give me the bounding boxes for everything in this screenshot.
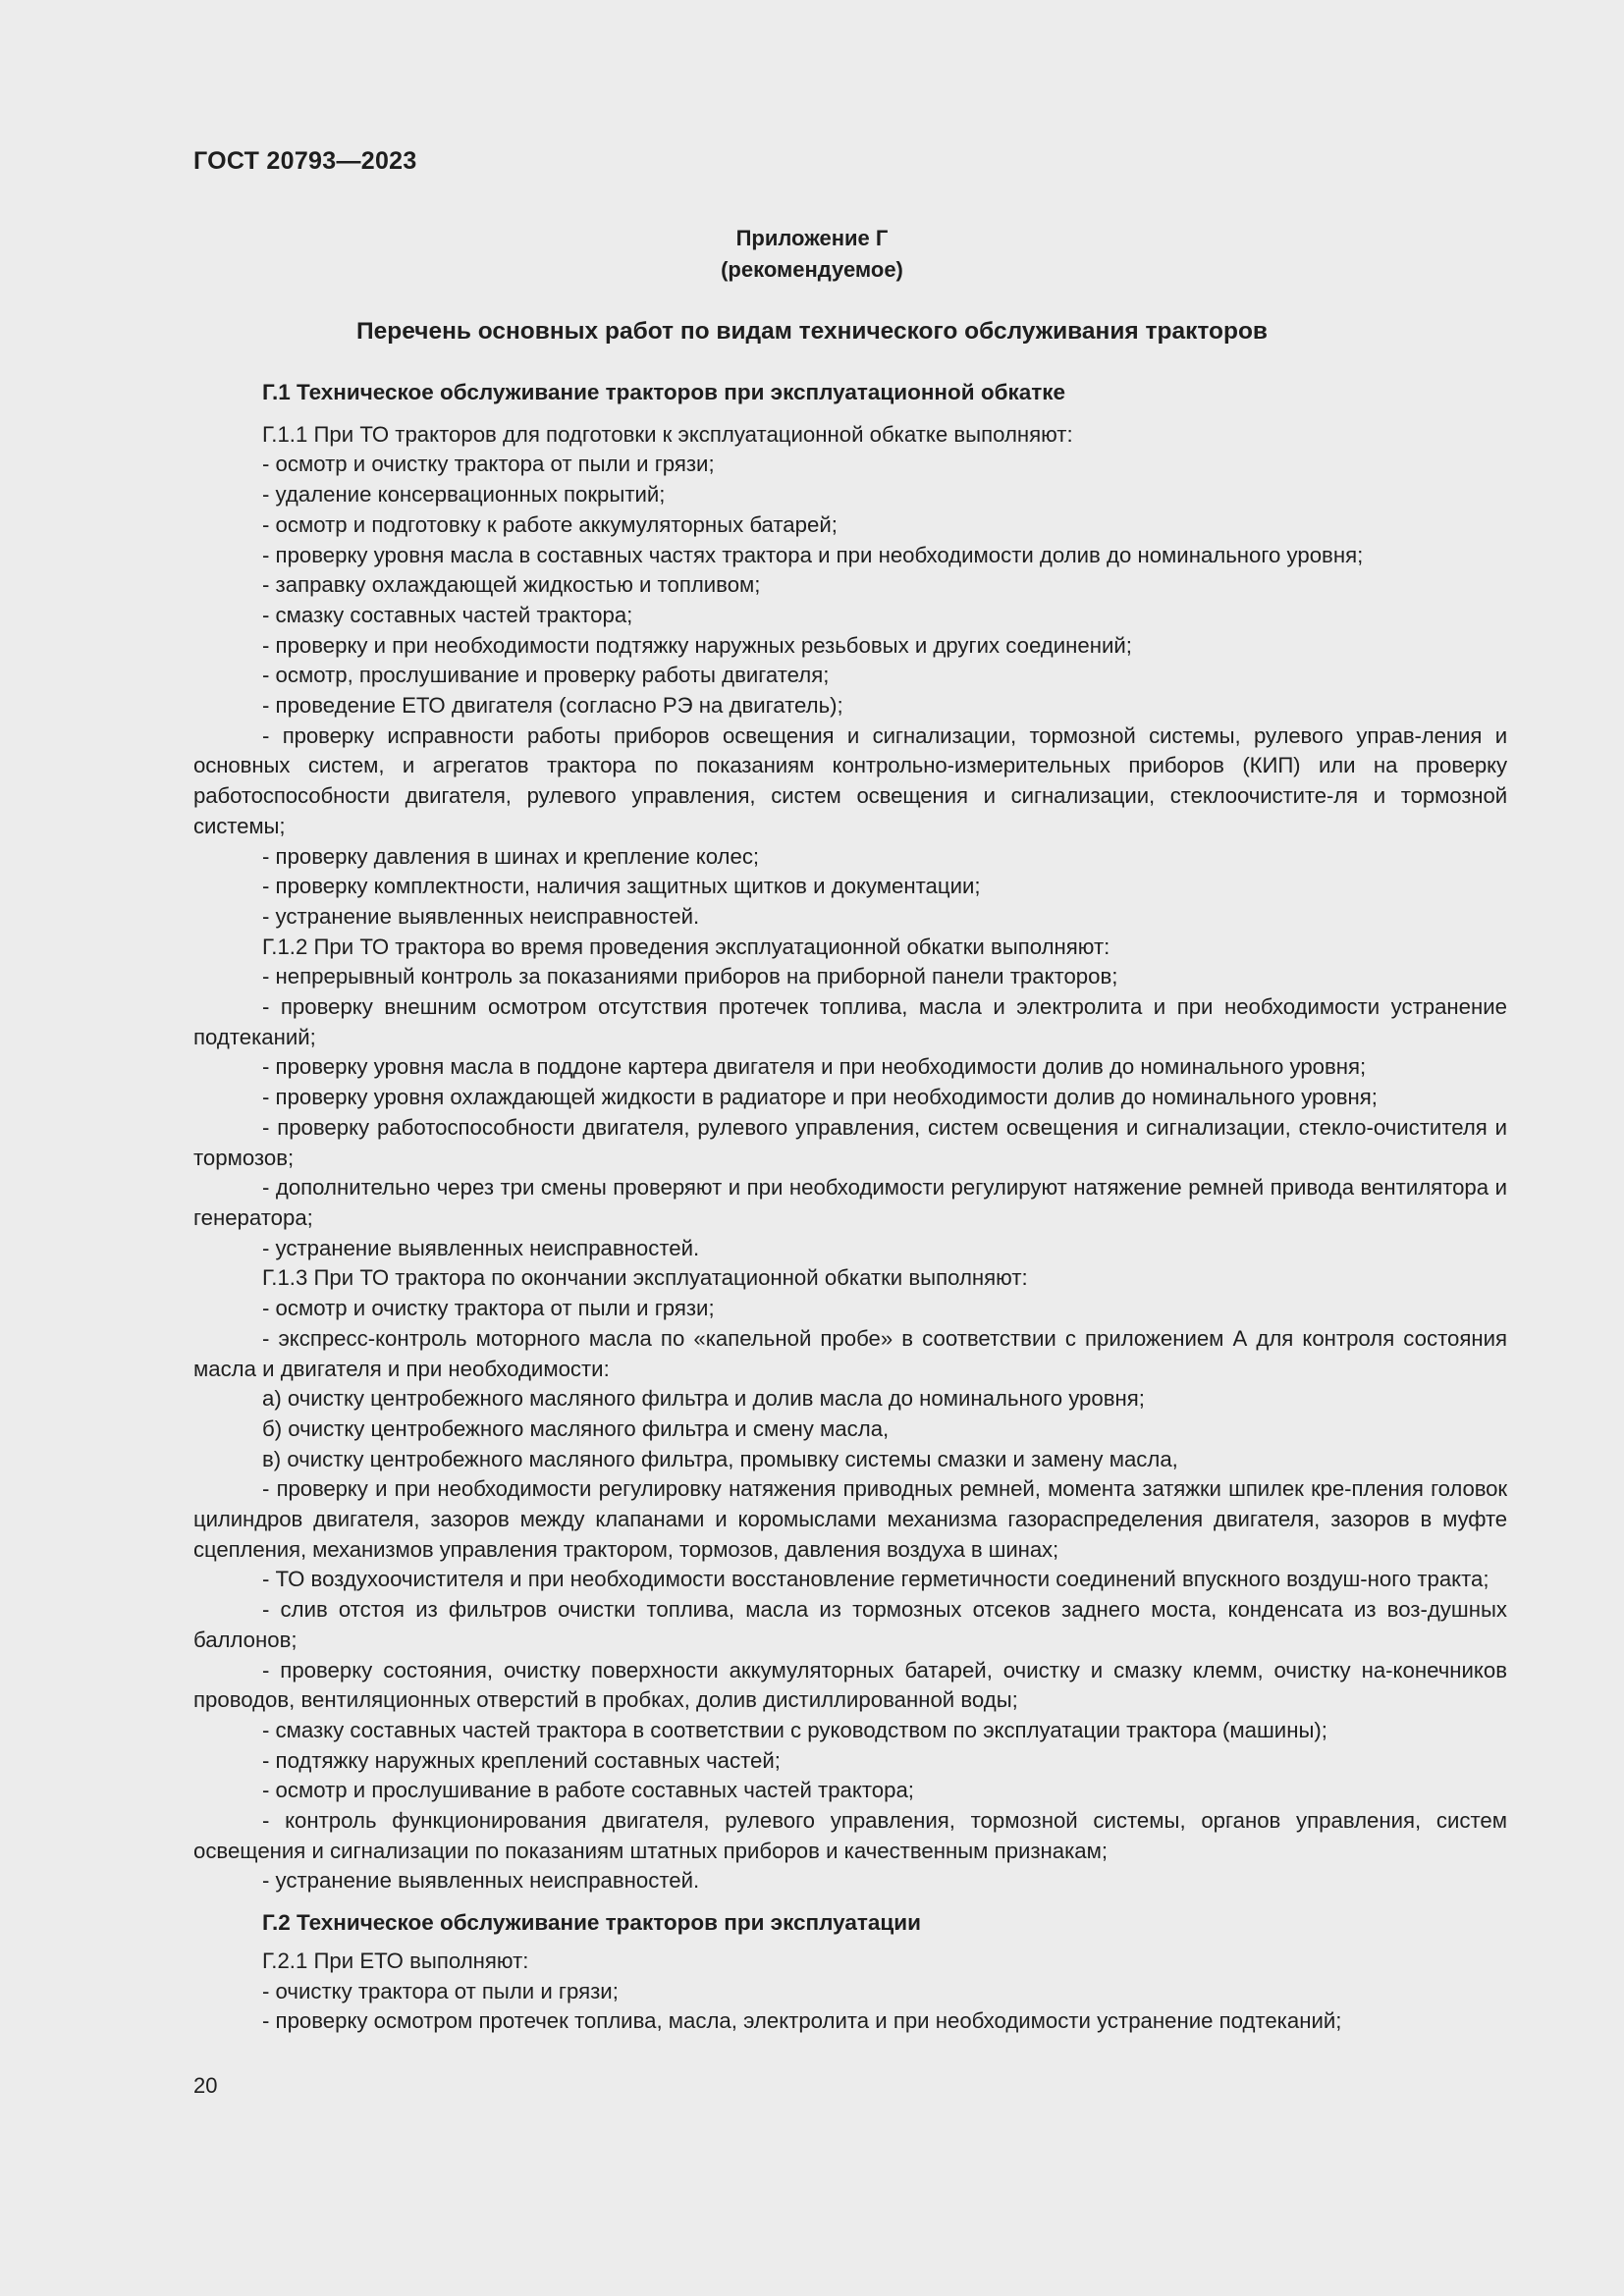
list-item: - проверку внешним осмотром отсутствия протечек топлива, масла и электролита и при необходимости устранение подтеканий; xyxy=(193,994,1507,1049)
list-item: - осмотр и очистку трактора от пыли и грязи; xyxy=(262,1296,715,1321)
appendix-status: (рекомендуемое) xyxy=(721,257,903,282)
clause-g1-1: Г.1.1 При ТО тракторов для подготовки к эксплуатационной обкатке выполняют: xyxy=(262,421,1073,447)
sub-list-item: б) очистку центробежного масляного фильтра и смену масла, xyxy=(262,1415,890,1441)
list-item: - проверку состояния, очистку поверхности аккумуляторных батарей, очистку и смазку клемм, очистку на-конечников проводов, вентиляционных отверстий в пробках, долив дистиллированной воды; xyxy=(193,1657,1507,1713)
list-item: - подтяжку наружных креплений составных частей; xyxy=(262,1747,781,1773)
page-number: 20 xyxy=(193,2073,218,2098)
list-item: - контроль функционирования двигателя, рулевого управления, тормозной системы, органов управления, систем освещения и сигнализации по показаниям штатных приборов и качественным признакам; xyxy=(193,1808,1507,1863)
list-item: - проверку осмотром протечек топлива, масла, электролита и при необходимости устранение подтеканий; xyxy=(262,2008,1342,2034)
list-item: - смазку составных частей трактора в соответствии с руководством по эксплуатации трактора (машины); xyxy=(262,1717,1327,1742)
sub-list-item: а) очистку центробежного масляного фильтра и долив масла до номинального уровня; xyxy=(262,1386,1145,1412)
list-item: - экспресс-контроль моторного масла по «капельной пробе» в соответствии с приложением А для контроля состояния масла и двигателя и при необходимости: xyxy=(193,1325,1507,1381)
list-item: - заправку охлаждающей жидкостью и топливом; xyxy=(262,572,761,598)
sub-list-item: в) очистку центробежного масляного фильтра, промывку системы смазки и замену масла, xyxy=(262,1446,1178,1471)
list-item: - проверку уровня масла в поддоне картера двигателя и при необходимости долив до номинального уровня; xyxy=(262,1054,1367,1080)
list-item: - проверку исправности работы приборов освещения и сигнализации, тормозной системы, рулевого управ-ления и основных систем, и агрегатов трактора по показаниям контрольно-измерительных приборов (КИП) или на проверку работоспособности двигателя, рулевого управления, систем освещения и сигнализации, стеклоочистите-ля и тормозной системы; xyxy=(193,722,1507,838)
section-heading-g1: Г.1 Техническое обслуживание тракторов при эксплуатационной обкатке xyxy=(262,380,1066,404)
list-item: - проверку и при необходимости подтяжку наружных резьбовых и других соединений; xyxy=(262,632,1132,658)
list-item: - очистку трактора от пыли и грязи; xyxy=(262,1978,619,2003)
list-item: - удаление консервационных покрытий; xyxy=(262,482,666,507)
clause-g2-1: Г.2.1 При ЕТО выполняют: xyxy=(262,1948,529,1973)
appendix-heading: Перечень основных работ по видам технического обслуживания тракторов xyxy=(356,318,1268,345)
list-item: - осмотр и прослушивание в работе составных частей трактора; xyxy=(262,1778,914,1803)
standard-header: ГОСТ 20793—2023 xyxy=(193,147,417,175)
list-item: - ТО воздухоочистителя и при необходимости восстановление герметичности соединений впускного воздуш-ного тракта; xyxy=(262,1567,1489,1592)
list-item: - смазку составных частей трактора; xyxy=(262,602,633,627)
list-item: - осмотр и очистку трактора от пыли и грязи; xyxy=(262,452,715,477)
document-body xyxy=(193,378,1507,2037)
list-item: - устранение выявленных неисправностей. xyxy=(262,903,700,929)
list-item: - проверку давления в шинах и крепление колес; xyxy=(262,843,760,869)
list-item: - осмотр и подготовку к работе аккумуляторных батарей; xyxy=(262,511,838,537)
list-item: - устранение выявленных неисправностей. xyxy=(262,1235,700,1260)
list-item: - устранение выявленных неисправностей. xyxy=(262,1868,700,1894)
section-heading-g2: Г.2 Техническое обслуживание тракторов при эксплуатации xyxy=(262,1910,921,1936)
list-item: - проверку комплектности, наличия защитных щитков и документации; xyxy=(262,874,981,899)
appendix-title: Приложение Г xyxy=(735,226,889,250)
list-item: - проверку и при необходимости регулировку натяжения приводных ремней, момента затяжки шпилек кре-пления головок цилиндров двигателя, зазоров между клапанами и коромыслами механизма газораспределения двигателя, зазоров в муфте сцепления, механизмов управления трактором, тормозов, давления воздуха в шинах; xyxy=(193,1476,1507,1562)
list-item: - непрерывный контроль за показаниями приборов на приборной панели тракторов; xyxy=(262,964,1118,989)
list-item: - слив отстоя из фильтров очистки топлива, масла из тормозных отсеков заднего моста, конденсата из воз-душных баллонов; xyxy=(193,1597,1507,1652)
list-item: - проверку уровня охлаждающей жидкости в радиаторе и при необходимости долив до номинального уровня; xyxy=(262,1085,1378,1110)
list-item: - проверку уровня масла в составных частях трактора и при необходимости долив до номинального уровня; xyxy=(262,542,1364,567)
list-item: - осмотр, прослушивание и проверку работы двигателя; xyxy=(262,663,830,688)
clause-g1-2: Г.1.2 При ТО трактора во время проведения эксплуатационной обкатки выполняют: xyxy=(262,934,1110,959)
list-item: - проведение ЕТО двигателя (согласно РЭ на двигатель); xyxy=(262,693,843,719)
list-item: - дополнительно через три смены проверяют и при необходимости регулируют натяжение ремней привода вентилятора и генератора; xyxy=(193,1175,1507,1230)
list-item: - проверку работоспособности двигателя, рулевого управления, систем освещения и сигнализации, стекло-очистителя и тормозов; xyxy=(193,1114,1507,1170)
clause-g1-3: Г.1.3 При ТО трактора по окончании эксплуатационной обкатки выполняют: xyxy=(262,1265,1028,1291)
